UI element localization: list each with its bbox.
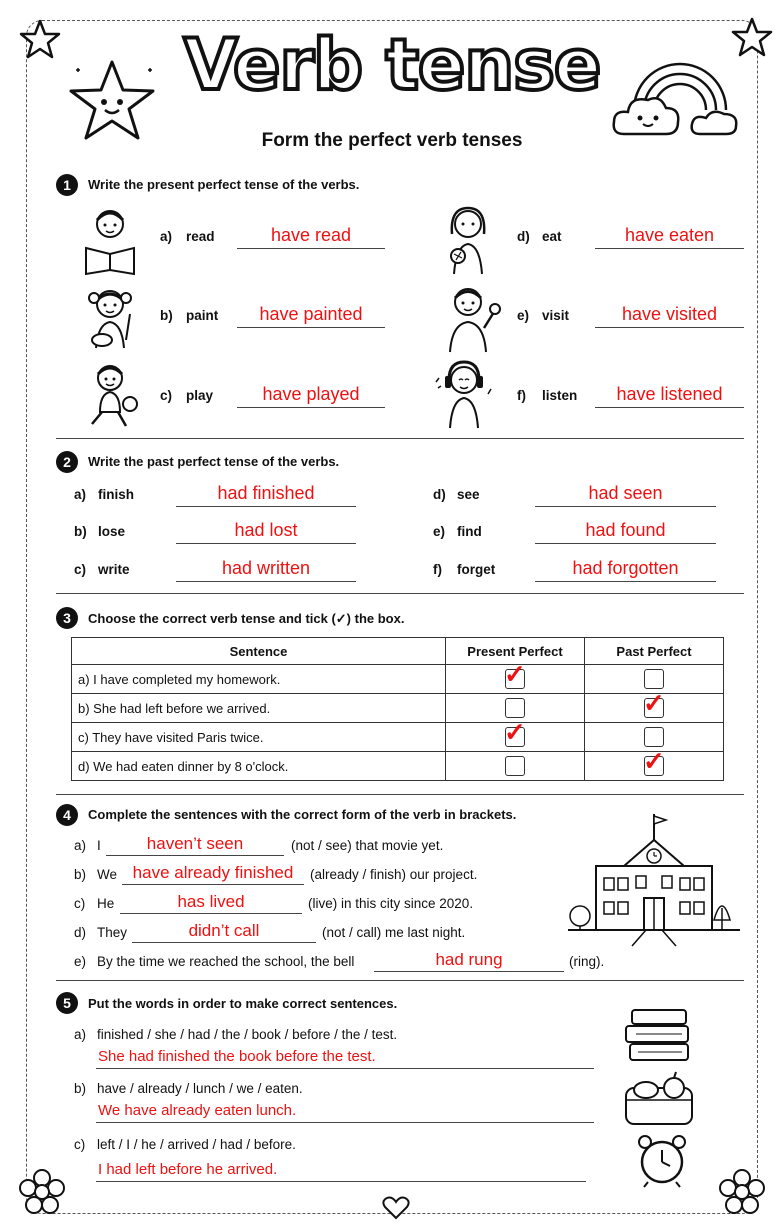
books-icon (622, 1004, 694, 1066)
item-letter: b) (160, 308, 173, 323)
section-divider (56, 438, 744, 439)
tick-checkbox[interactable] (504, 717, 526, 747)
sentence-end: (live) in this city since 2020. (308, 896, 474, 911)
answer-field[interactable]: haven’t seen (106, 834, 284, 856)
sentence-cell: a) I have completed my homework. (72, 665, 446, 694)
tick-checkbox[interactable] (644, 669, 664, 689)
tick-checkbox[interactable] (505, 698, 525, 718)
answer-field[interactable]: had written (176, 557, 356, 582)
page-title: Verb tense (183, 24, 601, 106)
answer-field[interactable]: had rung (374, 950, 564, 972)
page-subtitle: Form the perfect verb tenses (261, 130, 523, 151)
section-number: 4 (56, 804, 78, 826)
item-verb: lose (98, 524, 126, 539)
answer-field[interactable]: She had finished the book before the test. (96, 1047, 594, 1069)
item-letter: f) (517, 388, 526, 403)
item-letter: e) (433, 524, 446, 539)
tick-table (71, 637, 724, 781)
item-letter: c) (74, 562, 87, 577)
column-header: Past Perfect (585, 638, 724, 665)
item-letter: c) (160, 388, 173, 403)
item-letter: a) (74, 1027, 87, 1042)
sentence-start: He (97, 896, 115, 911)
answer-field[interactable]: have eaten (595, 224, 744, 249)
tick-mark: ✓ (504, 659, 526, 689)
item-verb: play (186, 388, 214, 403)
section-number: 1 (56, 174, 78, 196)
answer-field[interactable]: We have already eaten lunch. (96, 1101, 594, 1123)
sentence-end: (not / call) me last night. (322, 925, 466, 940)
item-verb: paint (186, 308, 219, 323)
tick-mark: ✓ (643, 688, 665, 718)
table-row (72, 665, 724, 694)
item-verb: read (186, 229, 215, 244)
item-letter: b) (74, 867, 87, 882)
item-letter: d) (517, 229, 530, 244)
section-divider (56, 980, 744, 981)
lunchbox-icon (622, 1072, 696, 1128)
section-instruction: Write the present perfect tense of the verbs. (88, 177, 360, 192)
column-header: Present Perfect (446, 638, 585, 665)
section-number: 5 (56, 992, 78, 1014)
tick-mark: ✓ (504, 717, 526, 747)
sentence-end: (already / finish) our project. (310, 867, 478, 882)
answer-field[interactable]: had found (535, 519, 716, 544)
table-row (72, 723, 724, 752)
section-divider (56, 593, 744, 594)
tick-checkbox[interactable] (644, 727, 664, 747)
item-verb: write (98, 562, 130, 577)
tick-checkbox[interactable] (643, 688, 665, 718)
sentence-start: They (97, 925, 128, 940)
item-letter: c) (74, 1137, 86, 1152)
answer-field[interactable]: had lost (176, 519, 356, 544)
item-verb: finish (98, 487, 134, 502)
kid-waving-icon (440, 282, 502, 354)
item-letter: a) (74, 838, 87, 853)
tick-mark: ✓ (643, 746, 665, 776)
answer-field[interactable]: had forgotten (535, 557, 716, 582)
answer-field[interactable]: has lived (120, 892, 302, 914)
answer-field[interactable]: have listened (595, 383, 744, 408)
tick-checkbox[interactable] (504, 659, 526, 689)
item-letter: e) (517, 308, 530, 323)
school-building-icon (566, 812, 742, 948)
answer-field[interactable]: I had left before he arrived. (96, 1160, 586, 1182)
answer-field[interactable]: had seen (535, 482, 716, 507)
kid-playing-icon (80, 360, 140, 430)
item-verb: find (457, 524, 482, 539)
word-order-prompt: finished / she / had / the / book / before / the / test. (97, 1027, 398, 1042)
section-number: 3 (56, 607, 78, 629)
item-letter: d) (74, 925, 87, 940)
item-letter: e) (74, 954, 87, 969)
section-instruction: Write the past perfect tense of the verbs. (88, 454, 340, 469)
word-order-prompt: left / I / he / arrived / had / before. (97, 1137, 296, 1152)
item-letter: a) (74, 487, 87, 502)
item-verb: visit (542, 308, 570, 323)
sentence-end: (not / see) that movie yet. (291, 838, 444, 853)
flower-icon (18, 1168, 66, 1216)
item-letter: f) (433, 562, 442, 577)
sentence-end: (ring). (569, 954, 605, 969)
kid-headphones-icon (432, 358, 496, 430)
answer-field[interactable]: have played (237, 383, 385, 408)
item-verb: forget (457, 562, 496, 577)
item-letter: c) (74, 896, 86, 911)
sentence-cell: c) They have visited Paris twice. (72, 723, 446, 752)
answer-field[interactable]: have already finished (122, 863, 304, 885)
answer-field[interactable]: had finished (176, 482, 356, 507)
section-divider (56, 794, 744, 795)
item-letter: b) (74, 524, 87, 539)
answer-field[interactable]: have read (237, 224, 385, 249)
alarm-clock-icon (634, 1132, 690, 1188)
sentence-cell: b) She had left before we arrived. (72, 694, 446, 723)
item-letter: b) (74, 1081, 87, 1096)
section-number: 2 (56, 451, 78, 473)
sentence-start: By the time we reached the school, the bell (97, 954, 355, 969)
sentence-cell: d) We had eaten dinner by 8 o'clock. (72, 752, 446, 781)
table-row (72, 752, 724, 781)
heart-icon (382, 1196, 410, 1220)
sentence-start: We (97, 867, 118, 882)
section-instruction: Complete the sentences with the correct form of the verb in brackets. (88, 807, 517, 822)
tick-checkbox[interactable] (505, 756, 525, 776)
word-order-prompt: have / already / lunch / we / eaten. (97, 1081, 303, 1096)
sentence-start: I (97, 838, 101, 853)
item-verb: eat (542, 229, 562, 244)
kid-eating-icon (438, 204, 498, 276)
answer-field[interactable]: have visited (595, 303, 744, 328)
tick-checkbox[interactable] (643, 746, 665, 776)
answer-field[interactable]: have painted (237, 303, 385, 328)
item-letter: a) (160, 229, 173, 244)
item-letter: d) (433, 487, 446, 502)
table-row (72, 694, 724, 723)
kid-reading-icon (82, 204, 138, 276)
answer-field[interactable]: didn’t call (132, 921, 316, 943)
section-instruction: Put the words in order to make correct sentences. (88, 996, 398, 1011)
item-verb: listen (542, 388, 578, 403)
flower-icon (718, 1168, 766, 1216)
section-instruction: Choose the correct verb tense and tick (✓) the box. (88, 611, 405, 626)
item-verb: see (457, 487, 480, 502)
column-header: Sentence (72, 638, 446, 665)
kid-painting-icon (80, 284, 140, 354)
